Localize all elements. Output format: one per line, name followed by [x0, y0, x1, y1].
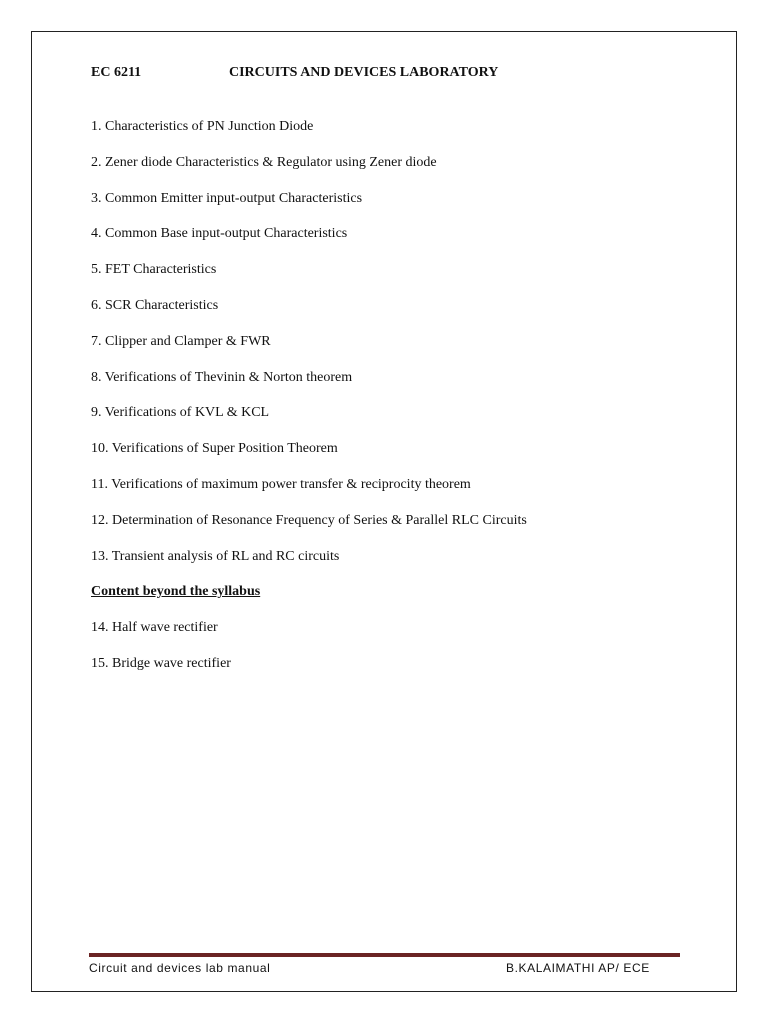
list-item: 13. Transient analysis of RL and RC circuits: [91, 548, 340, 564]
list-item: 7. Clipper and Clamper & FWR: [91, 333, 271, 349]
list-item: 11. Verifications of maximum power transfer & reciprocity theorem: [91, 476, 471, 492]
document-header: [91, 64, 498, 82]
section-heading: Content beyond the syllabus: [91, 584, 261, 600]
list-item: 6. SCR Characteristics: [91, 297, 219, 313]
list-item: 10. Verifications of Super Position Theorem: [91, 441, 338, 457]
list-item: 1. Characteristics of PN Junction Diode: [91, 119, 314, 134]
list-item: 12. Determination of Resonance Frequency of Series & Parallel RLC Circuits: [91, 512, 527, 528]
list-item: 9. Verifications of KVL & KCL: [91, 405, 270, 421]
list-item: 2. Zener diode Characteristics & Regulator using Zener diode: [91, 154, 437, 170]
list-item: 14. Half wave rectifier: [91, 620, 218, 636]
list-item: 4. Common Base input-output Characteristics: [91, 226, 348, 242]
footer-manual-title: Circuit and devices lab manual: [89, 961, 271, 975]
course-code: EC 6211: [91, 65, 142, 80]
list-item: 5. FET Characteristics: [91, 262, 217, 278]
list-item: 8. Verifications of Thevinin & Norton theorem: [91, 369, 353, 385]
footer-author: B.KALAIMATHI AP/ ECE: [506, 961, 650, 975]
footer-rule: [89, 953, 680, 957]
course-title: CIRCUITS AND DEVICES LABORATORY: [229, 65, 499, 80]
experiment-list: [91, 117, 527, 690]
list-item: 15. Bridge wave rectifier: [91, 655, 231, 671]
list-item: 3. Common Emitter input-output Characteristics: [91, 190, 363, 206]
